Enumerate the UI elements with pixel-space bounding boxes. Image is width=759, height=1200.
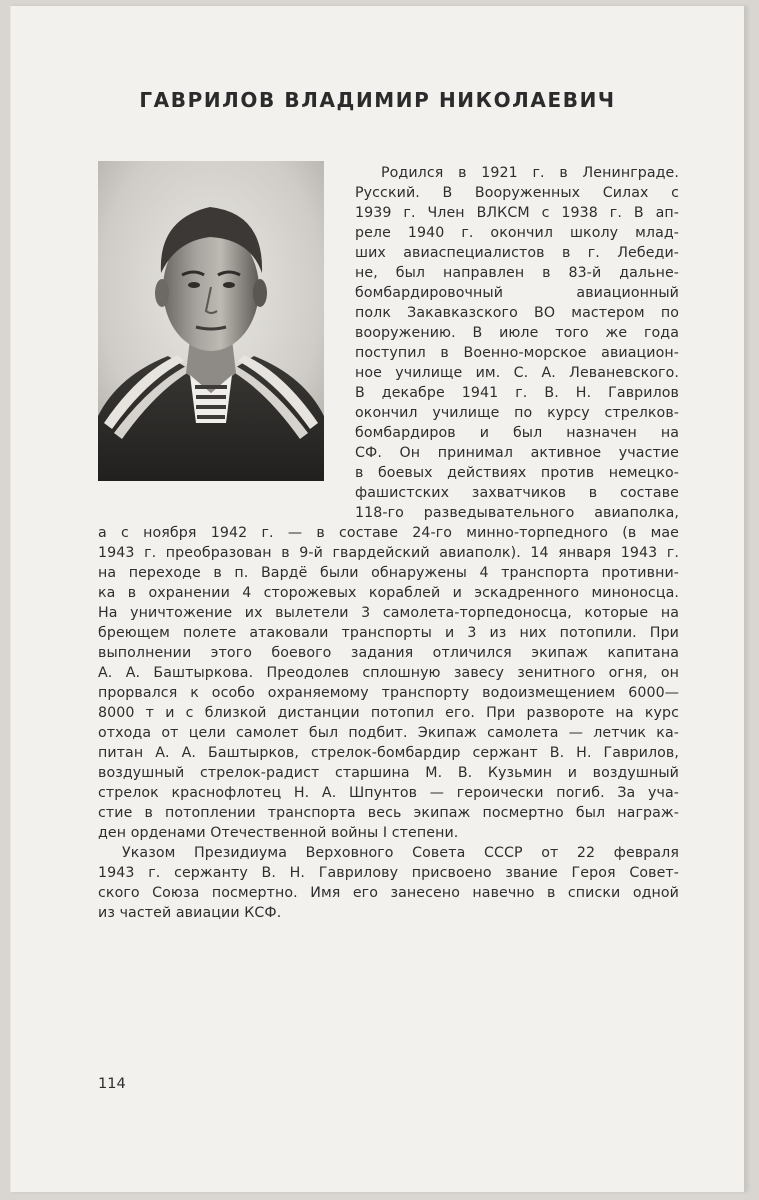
biography-text — [11, 6, 744, 1192]
text-line: питан А. А. Баштырков, стрелок-бомбардир сержант В. Н. Гаврилов, — [98, 745, 679, 761]
text-line: ших авиаспециалистов в г. Лебеди- — [355, 245, 679, 261]
text-line: из частей авиации КСФ. — [98, 905, 282, 921]
text-line: реле 1940 г. окончил школу млад- — [355, 225, 679, 241]
text-line: бомбардиров и был назначен на — [355, 425, 679, 441]
text-line: фашистских захватчиков в составе — [355, 485, 679, 501]
text-line: на переходе в п. Вардё были обнаружены 4 транспорта противни- — [98, 565, 679, 581]
text-line: 1943 г. сержанту В. Н. Гаврилову присвоено звание Героя Совет- — [98, 865, 679, 881]
text-line: выполнении этого боевого задания отличился экипаж капитана — [98, 645, 679, 661]
text-line: прорвался к особо охраняемому транспорту водоизмещением 6000— — [98, 685, 679, 701]
text-line: окончил училище по курсу стрелков- — [355, 405, 679, 421]
text-line: ка в охранении 4 сторожевых кораблей и эскадренного миноносца. — [98, 585, 679, 601]
text-line: Указом Президиума Верховного Совета СССР от 22 февраля — [122, 845, 679, 861]
text-line: ден орденами Отечественной войны I степени. — [98, 825, 459, 841]
page-title: ГАВРИЛОВ ВЛАДИМИР НИКОЛАЕВИЧ — [139, 88, 616, 112]
text-line: стие в потоплении транспорта весь экипаж посмертно был награж- — [98, 805, 679, 821]
text-line: воздушный стрелок-радист старшина М. В. Кузьмин и воздушный — [98, 765, 679, 781]
text-line: 1943 г. преобразован в 9-й гвардейский авиаполк). 14 января 1943 г. — [98, 545, 679, 561]
text-line: 118-го разведывательного авиаполка, — [355, 505, 679, 521]
text-line: в боевых действиях против немецко- — [355, 465, 679, 481]
text-line: 8000 т и с близкой дистанции потопил его. При развороте на курс — [98, 705, 679, 721]
text-line: ное училище им. С. А. Леваневского. — [355, 365, 679, 381]
book-page — [10, 6, 746, 1192]
text-line: На уничтожение их вылетели 3 самолета-торпедоносца, которые на — [98, 605, 679, 621]
text-line: полк Закавказского ВО мастером по — [355, 305, 679, 321]
text-line: бомбардировочный авиационный — [355, 285, 679, 301]
text-line: не, был направлен в 83-й дальне- — [355, 265, 679, 281]
text-line: стрелок краснофлотец Н. А. Шпунтов — героически погиб. За уча- — [98, 785, 679, 801]
text-line: ского Союза посмертно. Имя его занесено навечно в списки одной — [98, 885, 679, 901]
text-line: 1939 г. Член ВЛКСМ с 1938 г. В ап- — [355, 205, 679, 221]
text-line: а с ноября 1942 г. — в составе 24-го минно-торпедного (в мае — [98, 525, 679, 541]
text-line: СФ. Он принимал активное участие — [355, 445, 679, 461]
text-line: отхода от цели самолет был подбит. Экипаж самолета — летчик ка- — [98, 725, 679, 741]
text-line: Родился в 1921 г. в Ленинграде. — [381, 165, 679, 181]
text-line: В декабре 1941 г. В. Н. Гаврилов — [355, 385, 679, 401]
text-line: поступил в Военно-морское авиацион- — [355, 345, 679, 361]
text-line: бреющем полете атаковали транспорты и 3 из них потопили. При — [98, 625, 679, 641]
text-line: вооружению. В июле того же года — [355, 325, 679, 341]
text-line: А. А. Баштыркова. Преодолев сплошную завесу зенитного огня, он — [98, 665, 679, 681]
page-number: 114 — [98, 1076, 126, 1092]
text-line: Русский. В Вооруженных Силах с — [355, 185, 679, 201]
